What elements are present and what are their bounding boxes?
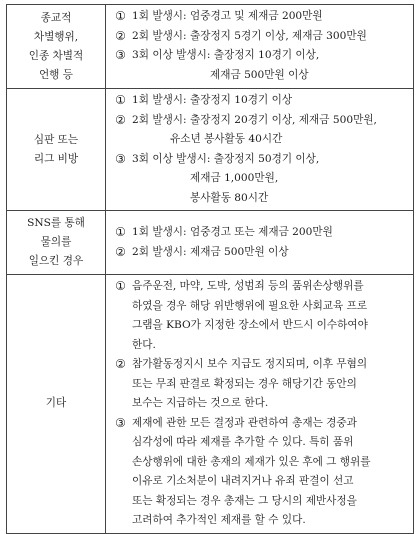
category-line: 일으킨 경우: [28, 255, 84, 267]
sanction-text: 손상행위에 대한 총재의 제재가 있은 후에 그 행위를: [132, 455, 371, 468]
sanction-item: [112, 223, 409, 243]
table-row: [7, 275, 414, 534]
category-line: 리그 비방: [33, 152, 79, 165]
sanction-text: 1회 발생시: 출장정지 10경기 이상: [132, 94, 293, 106]
sanction-details-cell: [106, 275, 414, 534]
violation-category-cell: [7, 5, 106, 89]
circled-number: ①: [115, 9, 126, 23]
circled-number: ①: [115, 225, 126, 239]
category-line: 종교적: [40, 11, 72, 24]
sanction-text: 3회 이상 발생시: 출장정지 50경기 이상,: [132, 152, 320, 165]
table-row: [7, 89, 414, 211]
sanction-text: 제재금 500만원 이상: [210, 68, 309, 81]
sanction-text: 2회 발생시: 출장정지 5경기 이상, 제재금 300만원: [132, 29, 367, 42]
table-row: [7, 211, 414, 275]
circled-number: ③: [115, 151, 126, 166]
sanction-text: 2회 발생시: 제재금 500만원 이상: [132, 245, 289, 258]
category-line: 언행 등: [38, 68, 74, 81]
sanction-item: [112, 27, 409, 47]
sanction-details-cell: [106, 211, 414, 275]
category-line: 인종 차별적: [28, 49, 84, 62]
category-line: 물의를: [40, 236, 72, 248]
sanction-item: [112, 111, 409, 150]
sanctions-table: [6, 4, 414, 534]
sanction-text: 3회 이상 발생시: 출장정지 10경기 이상,: [132, 49, 320, 61]
sanction-item: [112, 277, 409, 355]
sanction-text: 제재에 관한 모든 결정과 관련하여 총재는 경중과: [132, 416, 357, 429]
sanction-text: 참가활동정지시 보수 지급도 정지되며, 이후 무혐의: [132, 358, 368, 370]
sanctions-table-document: [6, 4, 414, 534]
circled-number: ②: [115, 357, 126, 371]
sanction-text: 한다.: [132, 338, 156, 351]
violation-category-cell: [7, 211, 106, 275]
sanction-item: [112, 243, 409, 263]
sanction-item: [112, 355, 409, 414]
sanction-text: 1회 발생시: 엄중경고 또는 제재금 200만원: [132, 226, 333, 238]
sanction-text: 보수는 지급하는 것으로 한다.: [132, 397, 269, 409]
circled-number: ③: [115, 415, 126, 430]
sanction-text: 이유로 기소처분이 내려지거나 유죄 판결이 선고: [132, 475, 354, 487]
sanction-item: [112, 414, 409, 531]
sanction-item: [112, 46, 409, 85]
sanction-text: 음주운전, 마약, 도박, 성범죄 등의 품위손상행위를: [132, 280, 364, 292]
table-row: [7, 5, 414, 89]
sanction-text: 또는 확정되는 경우 총재는 그 당시의 제반사정을: [132, 494, 357, 507]
circled-number: ②: [115, 112, 126, 127]
sanction-text: 또는 무죄 판결로 확정되는 경우 해당기간 동안의: [132, 377, 357, 390]
category-line: 심판 또는: [33, 133, 79, 146]
sanction-details-cell: [106, 89, 414, 211]
sanction-text: 심각성에 따라 제재를 추가할 수 있다. 특히 품위: [132, 436, 354, 448]
sanction-text: 2회 발생시: 출장정지 20경기 이상, 제재금 500만원,: [132, 113, 377, 126]
circled-number: ③: [115, 48, 126, 62]
sanction-details-cell: [106, 5, 414, 89]
violation-category-cell: [7, 275, 106, 534]
circled-number: ②: [115, 244, 126, 259]
circled-number: ①: [115, 279, 126, 293]
category-line: 차별행위,: [33, 30, 79, 43]
sanction-text: 유소년 봉사활동 40시간: [170, 133, 283, 145]
sanction-item: [112, 7, 409, 27]
sanction-text: 제재금 1,000만원,: [190, 172, 279, 184]
sanction-text: 고려하여 추가적인 제재를 할 수 있다.: [132, 514, 306, 526]
category-line: 기타: [45, 397, 67, 410]
sanction-text: 그램을 KBO가 지정한 장소에서 반드시 이수하여야: [132, 319, 368, 331]
sanction-item: [112, 91, 409, 111]
circled-number: ①: [115, 93, 126, 107]
circled-number: ②: [115, 28, 126, 43]
sanction-item: [112, 150, 409, 209]
sanction-text: 봉사활동 80시간: [190, 191, 269, 204]
sanction-text: 1회 발생시: 엄중경고 및 제재금 200만원: [132, 10, 323, 22]
category-line: SNS를 통해: [27, 217, 85, 229]
sanction-text: 하였을 경우 해당 위반행위에 필요한 사회교육 프로: [132, 299, 368, 312]
violation-category-cell: [7, 89, 106, 211]
